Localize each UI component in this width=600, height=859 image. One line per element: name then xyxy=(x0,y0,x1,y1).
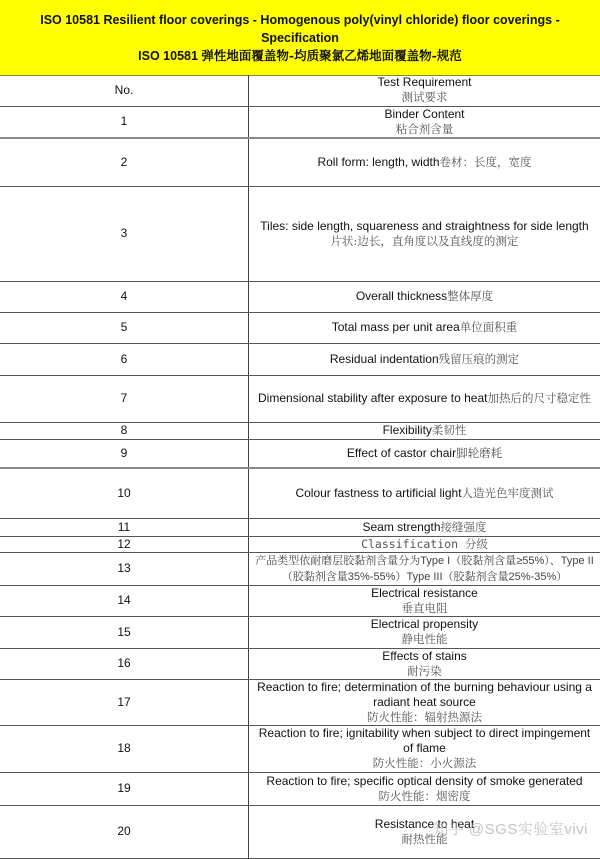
row-number: 9 xyxy=(0,439,249,468)
requirement-zh: 整体厚度 xyxy=(447,289,493,303)
requirement-zh: 接缝强度 xyxy=(441,520,487,534)
row-number: 7 xyxy=(0,375,249,422)
table-row xyxy=(0,186,600,281)
row-number: 13 xyxy=(0,552,249,585)
row-number: 11 xyxy=(0,518,249,536)
requirement-zh: 耐热性能 xyxy=(255,832,594,847)
test-requirements-table xyxy=(0,75,600,859)
row-requirement xyxy=(249,518,600,536)
row-requirement xyxy=(249,552,600,585)
requirement-en: Classification xyxy=(361,537,465,551)
row-number: 17 xyxy=(0,679,249,725)
requirement-en: Seam strength xyxy=(362,520,440,534)
row-number: 5 xyxy=(0,312,249,343)
title-english-line-1: ISO 10581 Resilient floor coverings - Homogenous poly(vinyl chloride) floor coverings - xyxy=(40,11,560,29)
row-number: 19 xyxy=(0,772,249,805)
requirement-en: Dimensional stability after exposure to heat xyxy=(258,391,487,405)
table-row xyxy=(0,439,600,468)
row-requirement xyxy=(249,772,600,805)
requirement-zh: 分级 xyxy=(465,537,488,551)
title-chinese-prefix: ISO 10581 xyxy=(138,49,201,63)
requirement-zh: 单位面积重 xyxy=(460,320,518,334)
row-number: 16 xyxy=(0,648,249,679)
requirement-zh: 卷材：长度，宽度 xyxy=(440,155,532,169)
title-english-line-2: Specification xyxy=(261,29,339,47)
table-row xyxy=(0,422,600,439)
requirement-zh: 产品类型依耐磨层胶黏剂含量分为Type I（胶黏剂含量≥55%）、Type II（胶黏剂含量35%-55%）Type III（胶黏剂含量25%-35%） xyxy=(255,555,594,583)
requirement-en: Flexibility xyxy=(383,423,432,437)
row-requirement xyxy=(249,616,600,648)
row-number: 15 xyxy=(0,616,249,648)
row-requirement xyxy=(249,422,600,439)
requirement-en: Reaction to fire; specific optical density of smoke generated xyxy=(255,774,594,789)
requirement-en: Effects of stains xyxy=(255,649,594,664)
table-row xyxy=(0,106,600,138)
row-requirement xyxy=(249,805,600,858)
header-requirement-en: Test Requirement xyxy=(255,75,594,90)
row-requirement xyxy=(249,375,600,422)
row-requirement xyxy=(249,343,600,375)
requirement-zh: 粘合剂含量 xyxy=(255,122,594,137)
requirement-en: Tiles: side length, squareness and straightness for side length xyxy=(260,219,588,233)
requirement-zh: 残留压痕的测定 xyxy=(439,352,520,366)
table-row xyxy=(0,281,600,312)
row-requirement xyxy=(249,312,600,343)
row-number: 10 xyxy=(0,468,249,518)
table-row xyxy=(0,648,600,679)
row-number: 12 xyxy=(0,536,249,552)
requirement-zh: 加热后的尺寸稳定性 xyxy=(487,391,591,405)
row-number: 8 xyxy=(0,422,249,439)
requirement-en: Binder Content xyxy=(255,107,594,122)
row-requirement xyxy=(249,468,600,518)
requirement-en: Colour fastness to artificial light xyxy=(295,486,461,500)
row-requirement xyxy=(249,106,600,138)
title-chinese-line xyxy=(138,47,462,65)
requirement-en: Overall thickness xyxy=(356,289,447,303)
table-row xyxy=(0,679,600,725)
row-requirement xyxy=(249,186,600,281)
requirement-zh: 防火性能：小火源法 xyxy=(255,756,594,771)
row-requirement xyxy=(249,439,600,468)
table-row xyxy=(0,312,600,343)
requirement-zh: 脚轮磨耗 xyxy=(456,446,502,460)
requirement-en: Electrical propensity xyxy=(255,617,594,632)
table-row xyxy=(0,552,600,585)
requirement-zh: 防火性能：辐射热源法 xyxy=(255,710,594,725)
requirement-zh: 垂直电阻 xyxy=(255,601,594,616)
table-row xyxy=(0,805,600,858)
row-number: 20 xyxy=(0,805,249,858)
requirement-en: Reaction to fire; determination of the burning behaviour using a radiant heat source xyxy=(255,680,594,710)
row-number: 1 xyxy=(0,106,249,138)
table-row xyxy=(0,468,600,518)
requirement-en: Total mass per unit area xyxy=(332,320,460,334)
header-requirement-zh: 测试要求 xyxy=(255,90,594,105)
requirement-en: Resistance to heat xyxy=(255,817,594,832)
requirement-en: Effect of castor chair xyxy=(347,446,456,460)
requirement-zh: 防火性能：烟密度 xyxy=(255,789,594,804)
watermark-text: 知乎 @SGS实验室vivi xyxy=(433,818,588,839)
requirement-zh: 柔韧性 xyxy=(432,423,467,437)
requirement-zh: 片状:边长，直角度以及直线度的测定 xyxy=(331,234,519,248)
row-number: 2 xyxy=(0,138,249,186)
document-title-banner xyxy=(0,0,600,76)
requirement-en: Residual indentation xyxy=(330,352,439,366)
row-number: 3 xyxy=(0,186,249,281)
table-row xyxy=(0,343,600,375)
table-row xyxy=(0,138,600,186)
table-row xyxy=(0,585,600,616)
row-requirement xyxy=(249,725,600,772)
row-number: 4 xyxy=(0,281,249,312)
table-row xyxy=(0,518,600,536)
requirement-en: Electrical resistance xyxy=(255,586,594,601)
table-row xyxy=(0,616,600,648)
requirement-zh: 静电性能 xyxy=(255,632,594,647)
row-number: 6 xyxy=(0,343,249,375)
table-header-row xyxy=(0,75,600,106)
row-requirement xyxy=(249,648,600,679)
requirement-zh: 人造光色牢度测试 xyxy=(462,486,554,500)
header-no: No. xyxy=(0,75,249,106)
row-requirement xyxy=(249,281,600,312)
requirement-en: Reaction to fire; ignitability when subject to direct impingement of flame xyxy=(255,726,594,756)
row-requirement xyxy=(249,536,600,552)
row-requirement xyxy=(249,138,600,186)
requirement-en: Roll form: length, width xyxy=(317,155,439,169)
row-number: 14 xyxy=(0,585,249,616)
header-requirement xyxy=(249,75,600,106)
table-row xyxy=(0,536,600,552)
row-number: 18 xyxy=(0,725,249,772)
row-requirement xyxy=(249,585,600,616)
table-row xyxy=(0,772,600,805)
table-row xyxy=(0,725,600,772)
title-chinese-text: 弹性地面覆盖物-均质聚氯乙烯地面覆盖物-规范 xyxy=(201,48,461,63)
row-requirement xyxy=(249,679,600,725)
table-row xyxy=(0,375,600,422)
requirement-zh: 耐污染 xyxy=(255,664,594,679)
